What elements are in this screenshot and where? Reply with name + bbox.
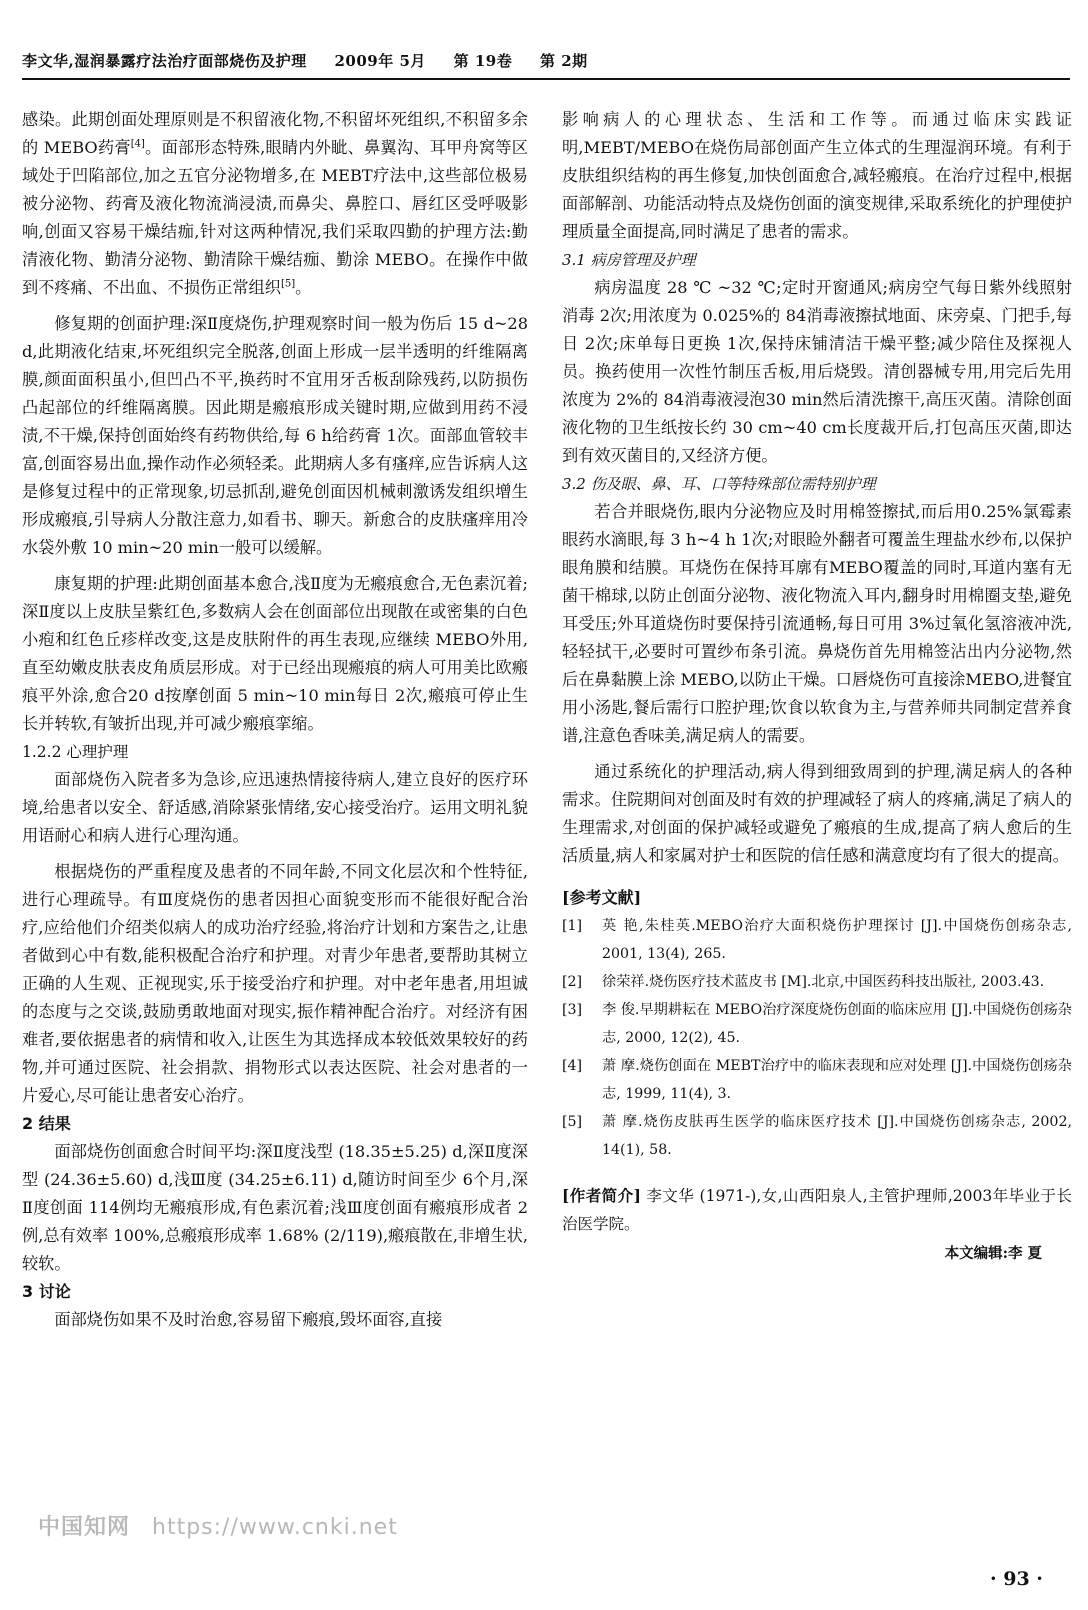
author-bio — [562, 1182, 1072, 1238]
page-number: · 93 · — [990, 1568, 1043, 1590]
author-bio-text: 李文华 (1971-),女,山西阳泉人,主管护理师,2003年毕业于长治医学院。 — [562, 1187, 1072, 1233]
paragraph: 若合并眼烧伤,眼内分泌物应及时用棉签擦拭,而后用0.25%氯霉素眼药水滴眼,每 3 h~4 h 1次;对眼睑外翻者可覆盖生理盐水纱布,以保护眼角膜和结膜。耳烧伤在保持耳廓有MEBO覆盖的同时,耳道内塞有无菌干棉球,以防止创面分泌物、液化物流入耳内,翻身时用棉圈支垫,避免耳受压;外耳道烧伤时要保持引流通畅,每日可用 3%过氧化氢溶液冲洗,轻轻拭干,必要时可置纱布条引流。鼻烧伤首先用棉签沾出内分泌物,然后在鼻黏膜上涂 MEBO,以防止干燥。口唇烧伤可直接涂MEBO,进餐宜用小汤匙,餐后需行口腔护理;饮食以软食为主,与营养师共同制定营养食谱,注意色香味美,满足病人的需要。 — [562, 502, 1072, 745]
watermark-url: https://www.cnki.net — [152, 1515, 398, 1540]
header-rule — [22, 78, 1070, 80]
section-heading-3-1: 3.1 病房管理及护理 — [562, 251, 696, 269]
paragraph: 面部烧伤入院者多为急诊,应迅速热情接待病人,建立良好的医疗环境,给患者以安全、舒适感,消除紧张情绪,安心接受治疗。运用文明礼貌用语耐心和病人进行心理沟通。 — [22, 770, 528, 845]
issue-number: 第 2期 — [539, 52, 588, 70]
issue-date: 2009年 5月 — [334, 52, 426, 70]
paragraph: 修复期的创面护理:深Ⅱ度烧伤,护理观察时间一般为伤后 15 d~28 d,此期液化结束,坏死组织完全脱落,创面上形成一层半透明的纤维隔离膜,颜面面积虽小,但凹凸不平,换药时不宜用牙舌板刮除残药,以防损伤凸起部位的纤维隔离膜。因此期是瘢痕形成关键时期,应做到用药不浸渍,不干燥,保持创面始终有药物供给,每 6 h给药膏 1次。面部血管较丰富,创面容易出血,操作动作必须轻柔。此期病人多有瘙痒,应告诉病人这是修复过程中的正常现象,切忌抓刮,避免创面因机械刺激诱发组织增生形成瘢痕,引导病人分散注意力,如看书、聊天。新愈合的皮肤瘙痒用冷水袋外敷 10 min~20 min一般可以缓解。 — [22, 314, 528, 557]
section-heading-discussion: 3 讨论 — [22, 1282, 71, 1301]
reference-item: [5] 萧 摩.烧伤皮肤再生医学的临床医疗技术 [J].中国烧伤创疡杂志, 2002, 14(1), 58. — [562, 1114, 1072, 1158]
paragraph: 面部烧伤创面愈合时间平均:深Ⅱ度浅型 (18.35±5.25) d,深Ⅱ度深型 (24.36±5.60) d,浅Ⅲ度 (34.25±6.11) d,随访时间至少 6个月,深Ⅱ度创面 114例均无瘢痕形成,有色素沉着;浅Ⅲ度创面有瘢痕形成者 2例,总有效率 100%,总瘢痕形成率 1.68% (2/119),瘢痕散在,非增生状,较软。 — [22, 1142, 528, 1273]
paragraph: 通过系统化的护理活动,病人得到细致周到的护理,满足病人的各种需求。住院期间对创面及时有效的护理减轻了病人的疼痛,满足了病人的生理需求,对创面的保护减轻或避免了瘢痕的生成,提高了病人愈后的生活质量,病人和家属对护士和医院的信任感和满意度均有了很大的提高。 — [562, 762, 1072, 865]
reference-list — [562, 912, 1072, 1164]
reference-item: [1] 英 艳,朱桂英.MEBO治疗大面积烧伤护理探讨 [J].中国烧伤创疡杂志, 2001, 13(4), 265. — [562, 918, 1072, 962]
watermark-site-name: 中国知网 — [38, 1515, 131, 1540]
paragraph: 面部烧伤如果不及时治愈,容易留下瘢痕,毁坏面容,直接 — [54, 1310, 443, 1329]
citation: [4] — [130, 138, 145, 150]
left-column — [22, 106, 528, 1334]
section-heading-1-2-2: 1.2.2 心理护理 — [22, 743, 129, 761]
references-heading: [参考文献] — [562, 888, 642, 907]
reference-item: [2] 徐荣祥.烧伤医疗技术蓝皮书 [M].北京,中国医药科技出版社, 2003.43. — [562, 974, 1045, 990]
running-header — [22, 50, 1072, 71]
volume: 第 19卷 — [453, 52, 513, 70]
citation: [5] — [281, 278, 296, 290]
paragraph: 感染。此期创面处理原则是不积留液化物,不积留坏死组织,不积留多余的 MEBO药膏[4]。面部形态特殊,眼睛内外眦、鼻翼沟、耳甲舟窝等区域处于凹陷部位,加之五官分泌物增多,在 MEBT疗法中,这些部位极易被分泌物、药膏及液化物流淌浸渍,而鼻尖、鼻腔口、唇红区受呼吸影响,创面又容易干燥结痂,针对这两种情况,我们采取四勤的护理方法:勤清液化物、勤清分泌物、勤清除干燥结痂、勤涂 MEBO。在操作中做到不疼痛、不出血、不损伤正常组织[5]。 — [22, 110, 528, 297]
section-heading-3-2: 3.2 伤及眼、鼻、耳、口等特殊部位需特别护理 — [562, 475, 876, 493]
paragraph: 根据烧伤的严重程度及患者的不同年龄,不同文化层次和个性特征,进行心理疏导。有Ⅲ度烧伤的患者因担心面貌变形而不能很好配合治疗,应给他们介绍类似病人的成功治疗经验,将治疗计划和方案告之,让患者做到心中有数,能积极配合治疗和护理。对青少年患者,要帮助其树立正确的人生观、正视现实,乐于接受治疗和护理。对中老年患者,用坦诚的态度与之交谈,鼓励勇敢地面对现实,振作精神配合治疗。对经济有困难者,要依据患者的病情和收入,让医生为其选择成本较低效果较好的药物,并可通过医院、社会捐款、捐物形式以表达医院、社会对患者的一片爱心,尽可能让患者安心治疗。 — [22, 862, 528, 1105]
reference-item: [3] 李 俊.早期耕耘在 MEBO治疗深度烧伤创面的临床应用 [J].中国烧伤创疡杂志, 2000, 12(2), 45. — [562, 1002, 1072, 1046]
editor-credit: 本文编辑:李 夏 — [944, 1245, 1042, 1262]
section-heading-results: 2 结果 — [22, 1114, 71, 1133]
author-bio-label: [作者简介] — [562, 1186, 641, 1205]
paragraph: 影响病人的心理状态、生活和工作等。而通过临床实践证明,MEBT/MEBO在烧伤局部创面产生立体式的生理湿润环境。有利于皮肤组织结构的再生修复,加快创面愈合,减轻瘢痕。在治疗过程中,根据面部解剖、功能活动特点及烧伤创面的演变规律,采取系统化的护理使护理质量全面提高,同时满足了患者的需求。 — [562, 110, 1072, 241]
reference-item: [4] 萧 摩.烧伤创面在 MEBT治疗中的临床表现和应对处理 [J].中国烧伤创疡杂志, 1999, 11(4), 3. — [562, 1058, 1072, 1102]
paragraph: 病房温度 28 ℃ ~32 ℃;定时开窗通风;病房空气每日紫外线照射消毒 2次;用浓度为 0.025%的 84消毒液擦拭地面、床旁桌、门把手,每日 2次;床单每日更换 1次,保持床铺清洁干燥平整;减少陪住及探视人员。换药使用一次性竹制压舌板,用后烧毁。清创器械专用,用完后先用浓度为 2%的 84消毒液浸泡30 min然后清洗擦干,高压灭菌。清除创面液化物的卫生纸按长约 30 cm~40 cm长度裁开后,打包高压灭菌,即达到有效灭菌目的,又经济方便。 — [562, 278, 1072, 465]
cnki-watermark — [38, 1510, 398, 1541]
paragraph: 康复期的护理:此期创面基本愈合,浅Ⅱ度为无瘢痕愈合,无色素沉着;深Ⅱ度以上皮肤呈紫红色,多数病人会在创面部位出现散在或密集的白色小疱和红色丘疹样改变,这是皮肤附件的再生表现,应继续 MEBO外用,直至幼嫩皮肤表皮角质层形成。对于已经出现瘢痕的病人可用美比欧瘢痕平外涂,愈合20 d按摩创面 5 min~10 min每日 2次,瘢痕可停止生长并转软,有皱折出现,并可减少瘢痕挛缩。 — [22, 574, 528, 733]
running-title: 李文华,湿润暴露疗法治疗面部烧伤及护理 — [22, 52, 307, 70]
right-column — [562, 106, 1072, 1268]
